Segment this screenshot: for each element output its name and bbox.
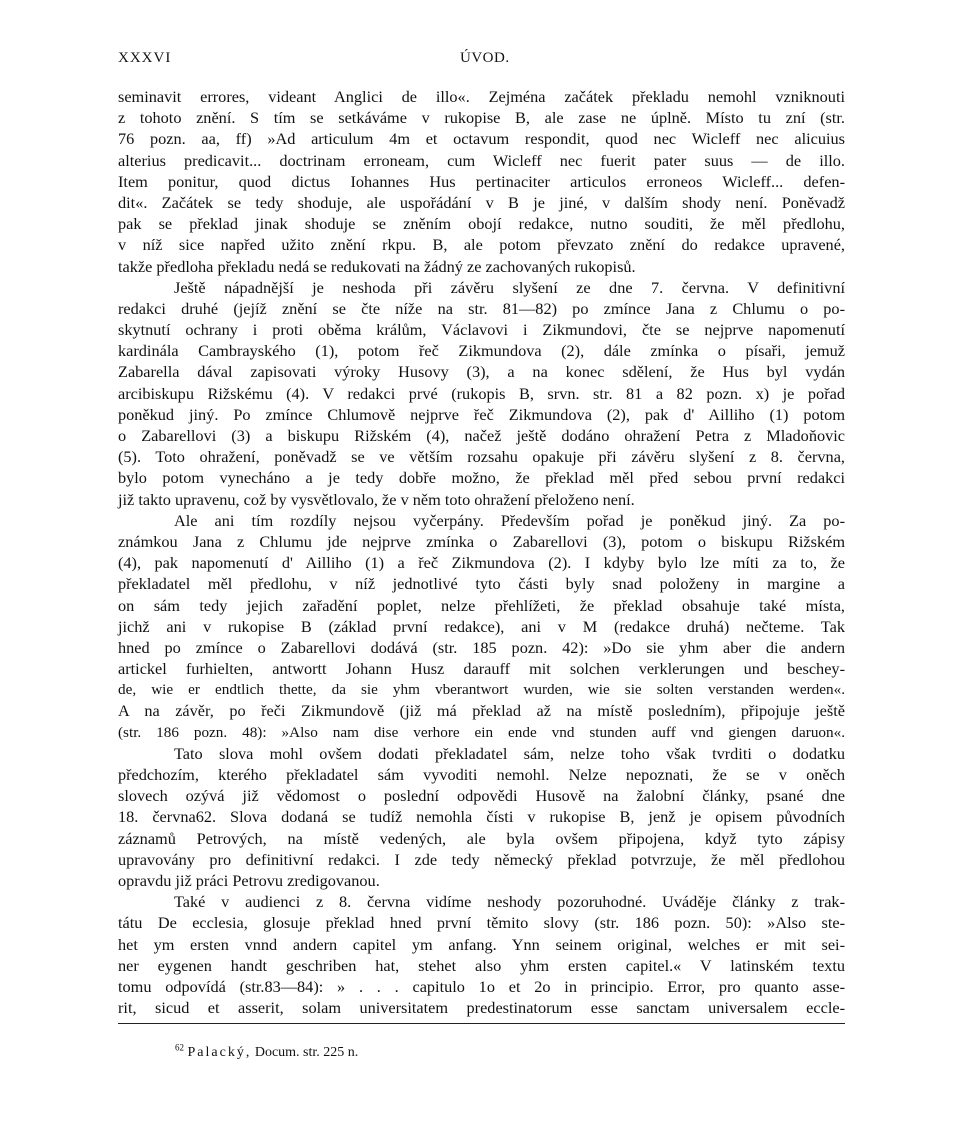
text-line: dit«. Začátek se tedy shoduje, ale uspořádání v B je jiné, v dalším shody není. Poněvadž bbox=[118, 192, 845, 212]
text-line: pak se překlad jinak shoduje se zněním obojí redakce, nutno souditi, že měl předlohu, bbox=[118, 214, 845, 234]
text-line: seminavit errores, videant Anglici de illo«. Zejména začátek překladu nemohl vzniknouti bbox=[118, 87, 845, 106]
footnote-rule bbox=[118, 1023, 845, 1024]
text-line: slovech ozývá již vědomost o poslední odpovědi Husově na žalobní články, psané dne bbox=[118, 786, 845, 806]
text-line: het ym ersten vnnd andern capitel ym anfang. Ynn seinem original, welches er mit sei- bbox=[118, 934, 845, 954]
text-line: on sám tedy jejich zařadění poplet, nelze přehlížeti, že překlad obsahuje také místa, bbox=[118, 595, 845, 615]
text-line: kardinála Cambrayského (1), potom řeč Zikmundova (2), dále zmínka o písaři, jemuž bbox=[118, 341, 845, 361]
text-line: hned po zmínce o Zabarellovi dodává (str. 185 pozn. 42): »Do sie yhm aber die andern bbox=[118, 637, 845, 657]
text-line: záznamů Petrových, na místě vedených, ale byla ovšem připojena, když tyto zápisy bbox=[118, 828, 845, 848]
text-line: poněkud jiný. Po zmínce Chlumově nejprve řeč Zikmundova (2), pak d' Ailliho (1) potom bbox=[118, 404, 845, 424]
text-line: (5). Toto ohražení, poněvadž se ve větším rozsahu opakuje při závěru slyšení z 8. června, bbox=[118, 447, 845, 467]
text-line: opravdu již práci Petrovu zredigovanou. bbox=[118, 870, 380, 890]
text-line: takže předloha překladu nedá se redukovati na žádný ze zachovaných rukopisů. bbox=[118, 256, 636, 276]
text-line: Ještě nápadnější je neshoda při závěru slyšení ze dne 7. června. V definitivní bbox=[174, 277, 845, 297]
text-line: překladatel měl předlohu, v níž jednotlivé tyto části byly snad položeny in margine a bbox=[118, 574, 845, 594]
footnote bbox=[175, 1042, 359, 1061]
text-line: 18. června62. Slova dodaná se tudíž nemohla čísti v rukopise B, jenž je opisem původních bbox=[118, 807, 845, 827]
running-title: ÚVOD. bbox=[460, 50, 510, 66]
text-line: o Zabarellovi (3) a biskupu Rižském (4), načež ještě dodáno ohražení Petra z Mladoňovic bbox=[118, 426, 845, 445]
text-line: Ale ani tím rozdíly nejsou vyčerpány. Především pořad je poněkud jiný. Za po- bbox=[174, 510, 845, 530]
text-line: Také v audienci z 8. června vidíme neshody pozoruhodné. Uváděje články z trak- bbox=[174, 892, 845, 912]
text-line: arcibiskupu Rižskému (4). V redakci prvé (rukopis B, srvn. str. 81 a 82 pozn. x) je pořad bbox=[118, 383, 845, 403]
text-line: skytnutí ochrany i proti oběma králům, Václavovi i Zikmundovi, čte se nejprve napomenutí bbox=[118, 320, 845, 340]
footnote-marker: 62 bbox=[175, 1042, 184, 1053]
body-text bbox=[118, 86, 845, 1018]
text-line: upravovány pro definitivní redakci. I zde tedy německý překlad potvrzuje, že měl předlohou bbox=[118, 849, 845, 869]
footnote-reference: Docum. str. 225 n. bbox=[254, 1045, 359, 1060]
text-line: Zabarella dával zapisovati výroky Husovy (3), a na konec sdělení, že Hus byl vydán bbox=[118, 362, 845, 382]
text-line: redakci druhé (jejíž znění se čte níže na str. 81—82) po zmínce Jana z Chlumu o po- bbox=[118, 298, 845, 318]
page-number: XXXVI bbox=[118, 50, 172, 66]
text-line: Item ponitur, quod dictus Iohannes Hus pertinaciter articulos erroneos Wicleff... defen- bbox=[118, 171, 845, 191]
text-line: rit, sicud et asserit, solam universitatem predestinatorum esse sanctam universalem eccle- bbox=[118, 998, 845, 1018]
text-line: (4), pak napomenutí d' Ailliho (1) a řeč Zikmundova (2). I kdyby bylo lze míti za to, že bbox=[118, 553, 845, 573]
text-line: předchozím, kterého překladatel sám vyvoditi nemohl. Nelze nepoznati, že se v oněch bbox=[118, 765, 845, 784]
text-line: jichž ani v rukopise B (základ první redakce), ani v M (redakce druhá) nečteme. Tak bbox=[118, 616, 845, 636]
text-line: tátu De ecclesia, glosuje překlad hned první těmito slovy (str. 186 pozn. 50): »Also ste- bbox=[118, 913, 845, 933]
text-line: známkou Jana z Chlumu jde nejprve zmínka o Zabarellovi (3), potom o biskupu Rižském bbox=[118, 531, 845, 551]
text-line: alterius predicavit... doctrinam erroneam, cum Wicleff nec fuerit pater suus — de illo. bbox=[118, 150, 845, 170]
text-line: bylo potom vynecháno a je tedy dobře možno, že překlad měl před sebou první redakci bbox=[118, 468, 845, 488]
text-line: A na závěr, po řeči Zikmundově (již má překlad až na místě posledním), připojuje ještě bbox=[118, 701, 845, 721]
text-line: 76 pozn. aa, ff) »Ad articulum 4m et octavum respondit, quod nec Wicleff nec alicuius bbox=[118, 129, 845, 149]
text-line: (str. 186 pozn. 48): »Also nam dise verhore ein ende vnd stunden auff vnd giengen daruon«. bbox=[118, 723, 845, 741]
text-line: tomu odpovídá (str.83—84): » . . . capitulo 1o et 2o in principio. Error, pro quanto asse- bbox=[118, 976, 845, 996]
text-line: ner eygenen handt geschriben hat, stehet also yhm ersten capitel.« V latinském textu bbox=[118, 955, 845, 975]
footnote-author: Palacký, bbox=[187, 1045, 252, 1060]
text-line: Tato slova mohl ovšem dodati překladatel sám, nelze toho však tvrditi o dodatku bbox=[174, 743, 845, 763]
text-line: z tohoto znění. S tím se setkáváme v rukopise B, ale zase ne úplně. Místo tu zní (str. bbox=[118, 108, 845, 128]
text-line: v níž sice napřed užito znění rkpu. B, ale potom převzato znění do redakce upravené, bbox=[118, 235, 845, 255]
text-line: artickel furhielten, antwortt Johann Husz darauff mit solchen verklerungen und beschey- bbox=[118, 659, 845, 679]
text-line: de, wie er endtlich thette, da sie yhm vberantwort wurden, wie sie solten verstanden werden«. bbox=[118, 681, 845, 699]
text-line: již takto upravenu, což by vysvětlovalo, že v něm toto ohražení přeloženo není. bbox=[118, 489, 635, 509]
